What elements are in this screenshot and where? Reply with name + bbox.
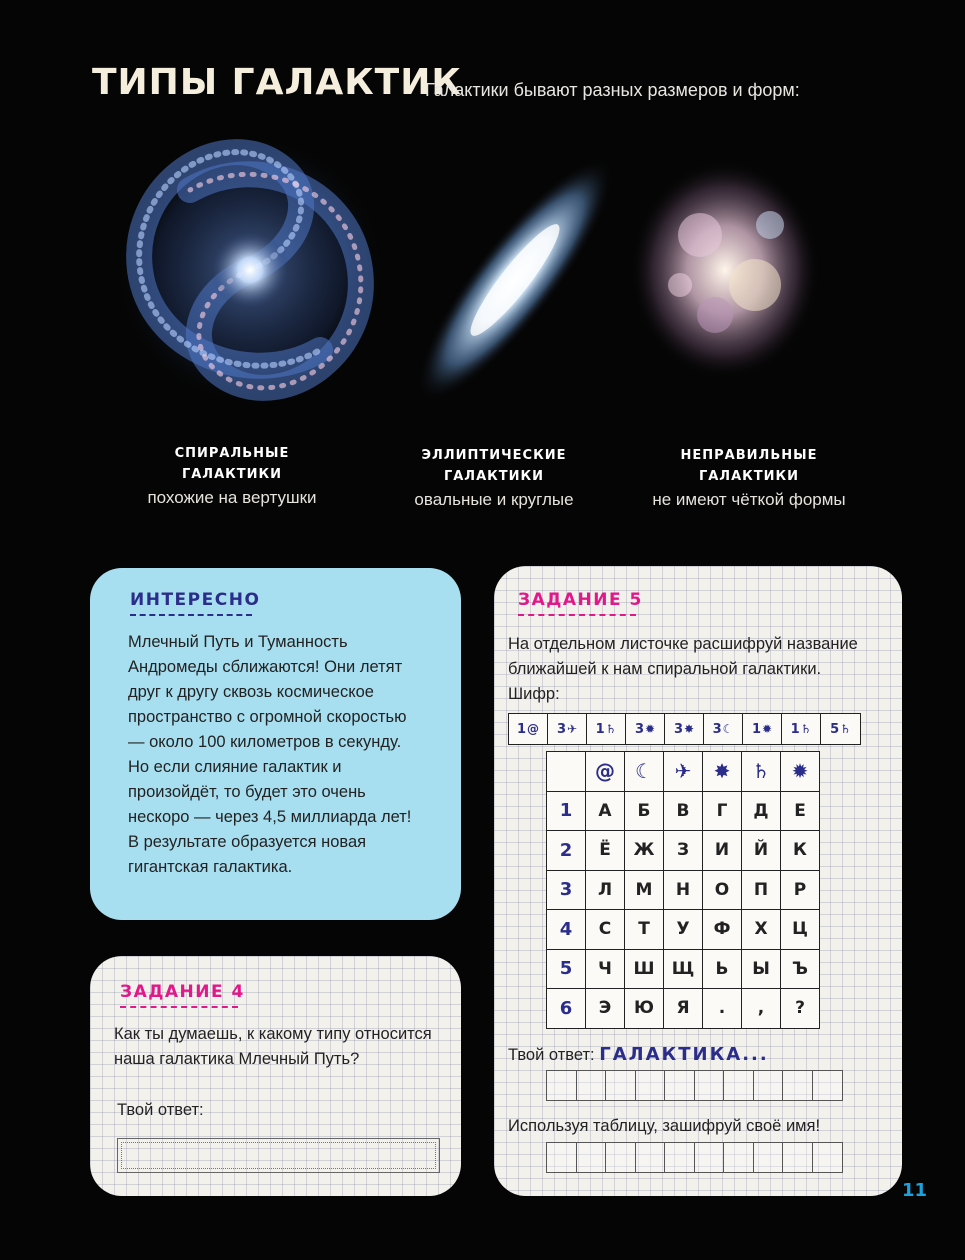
task5-answer-boxes[interactable]: [546, 1070, 843, 1101]
cipher-cell: [587, 714, 626, 744]
task4-heading: ЗАДАНИЕ 4: [120, 982, 245, 1002]
elliptical-title-line2: ГАЛАКТИКИ: [443, 469, 545, 484]
task4-answer-label: Твой ответ:: [117, 1101, 204, 1119]
cipher-cell: [704, 714, 743, 744]
cipher-num: 1: [790, 721, 800, 737]
cipher-num: 3: [712, 721, 722, 737]
letter-cell: Й: [742, 831, 781, 871]
letter-cell: Н: [664, 870, 703, 910]
letter-cell: С: [586, 910, 625, 950]
irregular-desc: не имеют чёткой формы: [652, 490, 846, 509]
cipher-cell: [743, 714, 782, 744]
letter-cell: К: [781, 831, 820, 871]
table-row: [547, 831, 820, 871]
cipher-cell: [665, 714, 704, 744]
cipher-cell: [821, 714, 860, 744]
row-number: 5: [547, 949, 586, 989]
cipher-sequence: [508, 713, 861, 745]
info-heading: ИНТЕРЕСНО: [130, 590, 261, 610]
row-number: 2: [547, 831, 586, 871]
letter-cell: Е: [781, 791, 820, 831]
elliptical-title-line1: ЭЛЛИПТИЧЕСКИЕ: [421, 448, 567, 463]
cipher-num: 3: [634, 721, 644, 737]
spiral-title-line2: ГАЛАКТИКИ: [181, 467, 283, 482]
letter-cell: ?: [781, 989, 820, 1029]
cipher-num: 1: [751, 721, 761, 737]
table-row: [547, 949, 820, 989]
task4-question: Как ты думаешь, к какому типу относится наша галактика Млечный Путь?: [114, 1025, 432, 1068]
irregular-title-line2: ГАЛАКТИКИ: [698, 469, 800, 484]
name-box-cell[interactable]: [724, 1143, 754, 1172]
star-icon: ✸: [703, 752, 742, 792]
cipher-cell: [509, 714, 548, 744]
spiral-title-line1: СПИРАЛЬНЫЕ: [174, 446, 290, 461]
info-body: Млечный Путь и Туманность Андромеды сближаются! Они летят друг к другу сквозь космическое пространство с огромной скоростью — около 100 километров в секунду. Но если слияние галактик и произойдёт, то будет это очень нескоро — через 4,5 миллиарда лет! В результате образуется новая гигантская галактика.: [128, 633, 412, 876]
spiral-galaxy-image: [110, 130, 390, 410]
table-row: [547, 870, 820, 910]
cipher-num: 1: [595, 721, 605, 737]
name-box-cell[interactable]: [813, 1143, 843, 1172]
info-card: [90, 568, 461, 920]
rocket-icon: ✈: [664, 752, 703, 792]
cipher-num: 3: [673, 721, 683, 737]
letter-cell: Т: [625, 910, 664, 950]
letter-cell: .: [703, 989, 742, 1029]
spiral-desc: похожие на вертушки: [147, 488, 317, 507]
irregular-caption: [619, 445, 879, 510]
task4-answer-field[interactable]: [117, 1138, 440, 1173]
letter-cell: М: [625, 870, 664, 910]
moon-icon: ☾: [625, 752, 664, 792]
sun-icon: ✹: [644, 722, 656, 736]
task5-name-boxes[interactable]: [546, 1142, 843, 1173]
letter-cell: Б: [625, 791, 664, 831]
cipher-alphabet-table: [546, 751, 820, 1029]
letter-cell: Ы: [742, 949, 781, 989]
table-corner-cell: [547, 752, 586, 792]
letter-cell: Ц: [781, 910, 820, 950]
planet-icon: ♄: [840, 722, 851, 736]
name-box-cell[interactable]: [577, 1143, 607, 1172]
letter-cell: Г: [703, 791, 742, 831]
letter-cell: Ю: [625, 989, 664, 1029]
info-heading-underline: [130, 614, 252, 616]
planet-icon: ♄: [800, 722, 812, 736]
answer-box-cell[interactable]: [665, 1071, 695, 1100]
row-number: 1: [547, 791, 586, 831]
cipher-cell: [782, 714, 821, 744]
task4-heading-underline: [120, 1006, 238, 1008]
table-row: [547, 791, 820, 831]
letter-cell: И: [703, 831, 742, 871]
letter-cell: Э: [586, 989, 625, 1029]
letter-cell: В: [664, 791, 703, 831]
letter-cell: Ж: [625, 831, 664, 871]
answer-box-cell[interactable]: [636, 1071, 666, 1100]
task5-answer-label: Твой ответ:: [508, 1046, 595, 1064]
answer-box-cell[interactable]: [813, 1071, 843, 1100]
letter-cell: Р: [781, 870, 820, 910]
letter-cell: Д: [742, 791, 781, 831]
row-number: 4: [547, 910, 586, 950]
cipher-num: 3: [556, 721, 566, 737]
task5-heading: ЗАДАНИЕ 5: [518, 590, 643, 610]
task5-card: [494, 566, 902, 1196]
letter-cell: Ч: [586, 949, 625, 989]
page-title: ТИПЫ ГАЛАКТИК: [92, 62, 462, 103]
letter-cell: З: [664, 831, 703, 871]
table-row: [547, 989, 820, 1029]
elliptical-galaxy-image: [400, 140, 630, 420]
letter-cell: ,: [742, 989, 781, 1029]
letter-cell: О: [703, 870, 742, 910]
spiral-icon: @: [586, 752, 625, 792]
task5-answer-hint: ГАЛАКТИКА...: [599, 1044, 769, 1065]
star-icon: ✸: [683, 722, 695, 736]
elliptical-desc: овальные и круглые: [414, 490, 574, 509]
rocket-icon: ✈: [566, 722, 578, 736]
sun-icon: ✹: [781, 752, 820, 792]
letter-cell: Ь: [703, 949, 742, 989]
cipher-num: 1: [516, 721, 527, 737]
name-box-cell[interactable]: [547, 1143, 577, 1172]
task4-card: [90, 956, 461, 1196]
letter-cell: Л: [586, 870, 625, 910]
letter-cell: П: [742, 870, 781, 910]
row-number: 3: [547, 870, 586, 910]
irregular-galaxy-image: [630, 155, 830, 385]
answer-box-cell[interactable]: [724, 1071, 754, 1100]
answer-box-cell[interactable]: [606, 1071, 636, 1100]
page-number: 11: [902, 1180, 928, 1201]
letter-cell: Ф: [703, 910, 742, 950]
spiral-caption: [102, 443, 362, 508]
planet-icon: ♄: [742, 752, 781, 792]
spiral-icon: @: [527, 722, 540, 736]
task5-heading-underline: [518, 614, 636, 616]
name-box-cell[interactable]: [606, 1143, 636, 1172]
elliptical-caption: [364, 445, 624, 510]
name-box-cell[interactable]: [636, 1143, 666, 1172]
page-subtitle: Галактики бывают разных размеров и форм:: [425, 80, 800, 100]
task5-cipher-label: Шифр:: [508, 685, 560, 703]
cipher-cell: [626, 714, 665, 744]
name-box-cell[interactable]: [695, 1143, 725, 1172]
moon-icon: ☾: [722, 722, 734, 736]
table-header-row: [547, 752, 820, 792]
planet-icon: ♄: [605, 722, 617, 736]
task5-encode-instruction: Используя таблицу, зашифруй своё имя!: [508, 1117, 821, 1135]
row-number: 6: [547, 989, 586, 1029]
sun-icon: ✹: [761, 722, 773, 736]
letter-cell: Я: [664, 989, 703, 1029]
cipher-num: 5: [830, 721, 840, 737]
table-row: [547, 910, 820, 950]
answer-box-cell[interactable]: [577, 1071, 607, 1100]
letter-cell: Ш: [625, 949, 664, 989]
answer-box-cell[interactable]: [783, 1071, 813, 1100]
letter-cell: А: [586, 791, 625, 831]
letter-cell: У: [664, 910, 703, 950]
answer-box-cell[interactable]: [754, 1071, 784, 1100]
letter-cell: Ё: [586, 831, 625, 871]
answer-box-cell[interactable]: [547, 1071, 577, 1100]
letter-cell: Х: [742, 910, 781, 950]
task5-instruction: На отдельном листочке расшифруй название ближайшей к нам спиральной галактики.: [508, 635, 858, 678]
name-box-cell[interactable]: [754, 1143, 784, 1172]
irregular-title-line1: НЕПРАВИЛЬНЫЕ: [680, 448, 818, 463]
letter-cell: Ъ: [781, 949, 820, 989]
task5-answer-line: [508, 1044, 769, 1065]
letter-cell: Щ: [664, 949, 703, 989]
cipher-cell: [548, 714, 587, 744]
name-box-cell[interactable]: [783, 1143, 813, 1172]
name-box-cell[interactable]: [665, 1143, 695, 1172]
answer-box-cell[interactable]: [695, 1071, 725, 1100]
